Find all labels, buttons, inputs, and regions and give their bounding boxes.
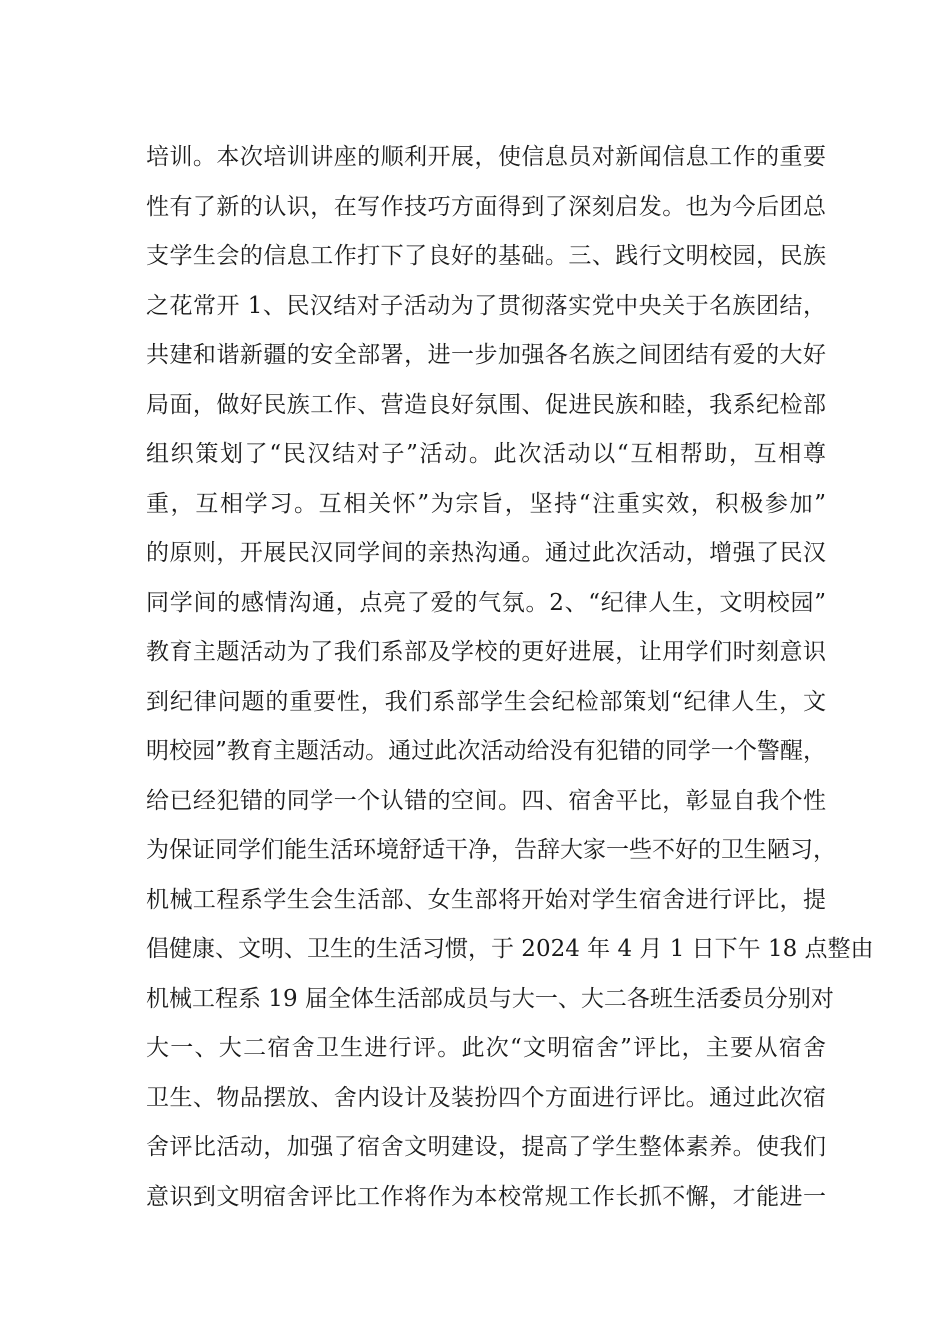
text-line: 卫生、物品摆放、舍内设计及装扮四个方面进行评比。通过此次宿 <box>146 1084 826 1111</box>
text-line: 局面，做好民族工作、营造良好氛围、促进民族和睦，我系纪检部 <box>146 391 826 418</box>
text-line: 性有了新的认识，在写作技巧方面得到了深刻启发。也为今后团总 <box>146 193 826 220</box>
text-line: 支学生会的信息工作打下了良好的基础。三、践行文明校园，民族 <box>146 243 826 269</box>
text-line: 组织策划了“民汉结对子”活动。此次活动以“互相帮助，互相尊 <box>146 441 826 467</box>
text-line: 到纪律问题的重要性，我们系部学生会纪检部策划“纪律人生，文 <box>146 688 826 715</box>
text-line: 明校园”教育主题活动。通过此次活动给没有犯错的同学一个警醒， <box>146 738 826 764</box>
text-line: 给已经犯错的同学一个认错的空间。四、宿舍平比，彰显自我个性 <box>146 787 826 814</box>
text-line: 意识到文明宿舍评比工作将作为本校常规工作长抓不懈，才能进一 <box>146 1183 826 1210</box>
text-line: 同学间的感情沟通，点亮了爱的气氛。2、“纪律人生，文明校园” <box>146 589 826 616</box>
text-line: 教育主题活动为了我们系部及学校的更好进展，让用学们时刻意识 <box>146 639 826 665</box>
text-line: 之花常开 1、民汉结对子活动为了贯彻落实党中央关于名族团结， <box>146 292 826 319</box>
text-line: 共建和谐新疆的安全部署，进一步加强各名族之间团结有爱的大好 <box>146 342 826 368</box>
text-line: 的原则，开展民汉同学间的亲热沟通。通过此次活动，增强了民汉 <box>146 540 826 566</box>
text-line: 为保证同学们能生活环境舒适干净，告辞大家一些不好的卫生陋习， <box>146 837 836 863</box>
text-line: 机械工程系学生会生活部、女生部将开始对学生宿舍进行评比，提 <box>146 886 826 913</box>
text-line: 倡健康、文明、卫生的生活习惯，于 2024 年 4 月 1 日下午 18 点整由 <box>146 936 874 962</box>
body-text <box>146 133 874 1222</box>
text-line: 大一、大二宿舍卫生进行评。此次“文明宿舍”评比，主要从宿舍 <box>146 1035 826 1061</box>
text-line: 舍评比活动，加强了宿舍文明建设，提高了学生整体素养。使我们 <box>146 1134 826 1160</box>
text-line: 培训。本次培训讲座的顺利开展，使信息员对新闻信息工作的重要 <box>146 144 826 170</box>
text-line: 机械工程系 19 届全体生活部成员与大一、大二各班生活委员分别对 <box>146 985 834 1012</box>
text-line: 重，互相学习。互相关怀”为宗旨，坚持“注重实效，积极参加” <box>146 490 826 517</box>
